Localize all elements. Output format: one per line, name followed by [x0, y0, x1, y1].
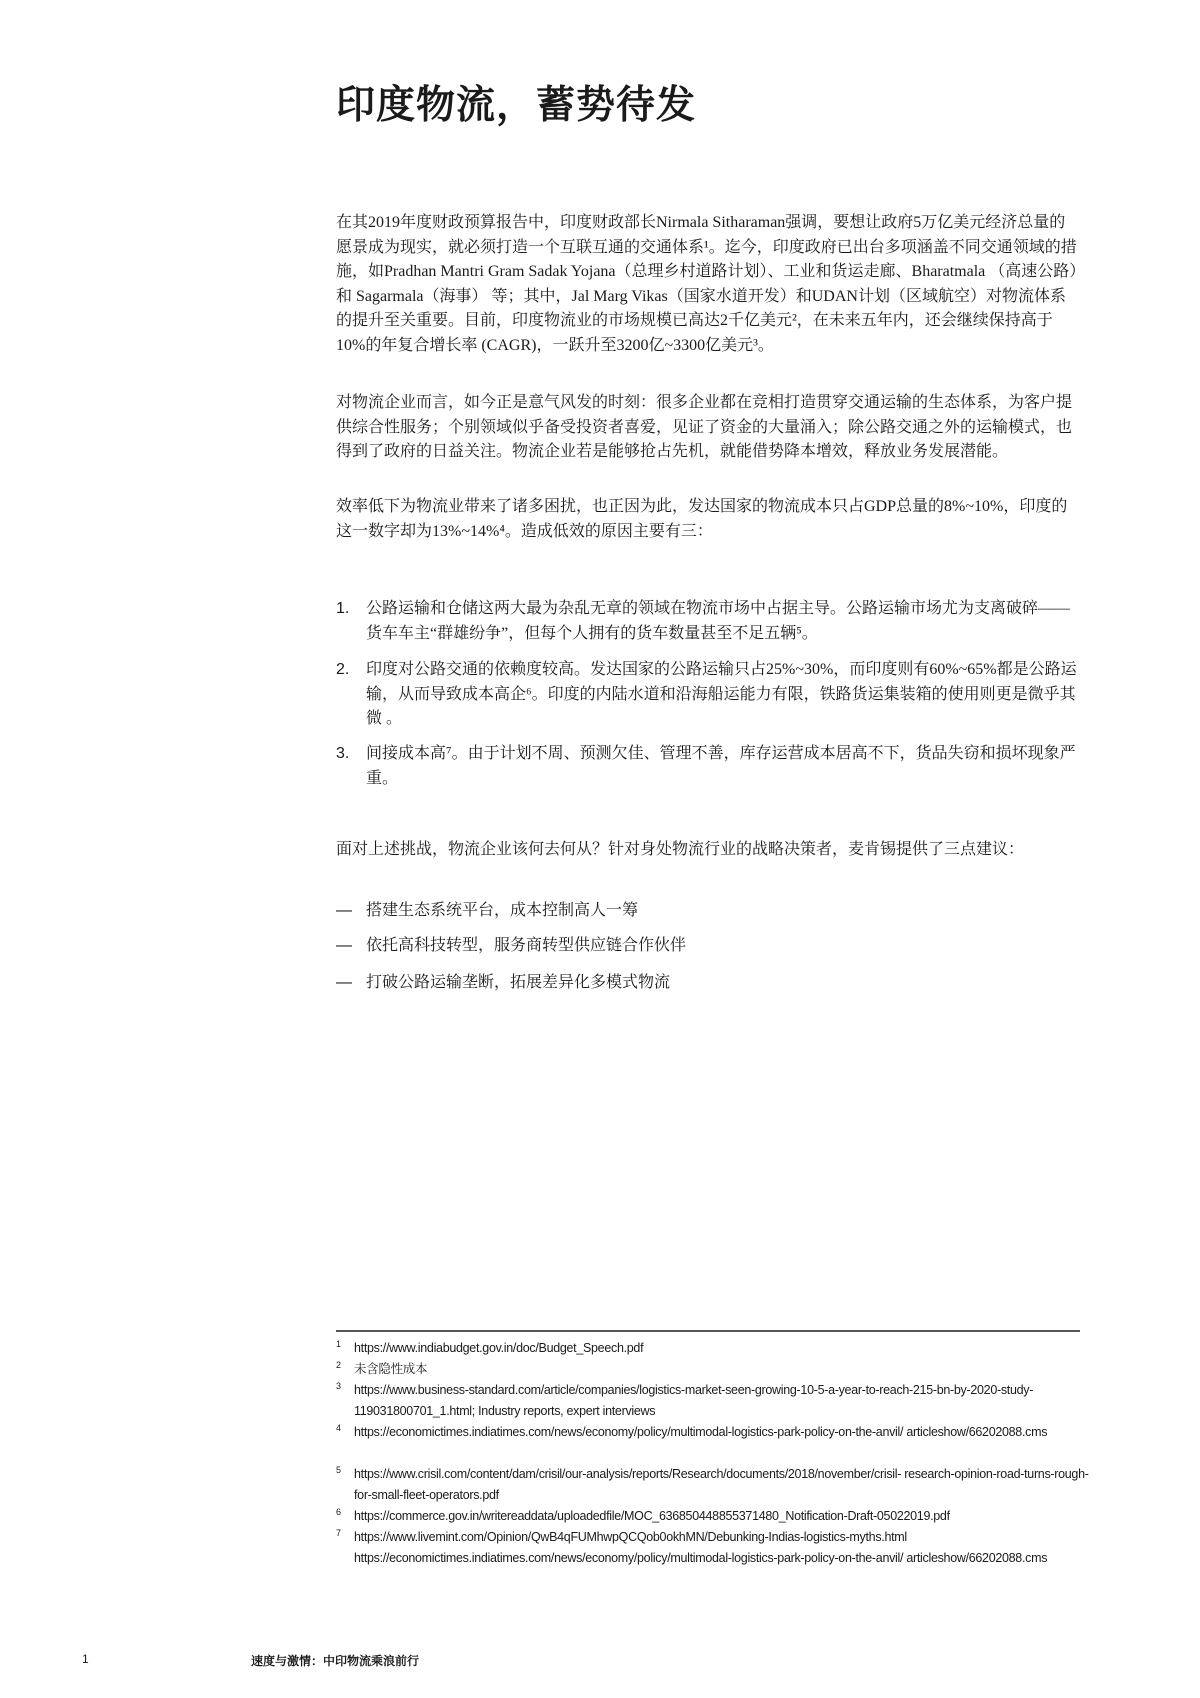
footnote-link[interactable]: https://www.indiabudget.gov.in/doc/Budget_Speech.pdf [354, 1341, 644, 1355]
dash-bullet: — [336, 974, 352, 991]
footnote [336, 1506, 1126, 1527]
page-number: 1 [82, 1652, 89, 1666]
footnote-link[interactable]: https://www.livemint.com/Opinion/QwB4qFUMhwpQCQob0okhMN/Debunking-Indias-logistics-myths.html https://economictimes.indiatimes.com/news/economy/policy/multimodal-logistics-park-policy-on-the-anvil/ articleshow/66202088.cms [354, 1530, 1048, 1565]
list-number: 1. [336, 600, 350, 617]
footnote [336, 1359, 1096, 1380]
footnote-number: 7 [336, 1528, 341, 1538]
inefficiency-paragraph [336, 495, 1081, 544]
dash-text: 搭建生态系统平台，成本控制高人一筹 [366, 902, 639, 919]
closing-paragraph: 面对上述挑战，物流企业该何去何从？针对身处物流行业的战略决策者，麦肯锡提供了三点建议： [336, 841, 1025, 858]
paragraph-text: 在其2019年度财政预算报告中，印度财政部长Nirmala Sitharaman强调，要想让政府5万亿美元经济总量的愿景成为现实，就必须打造一个互联互通的交通体系¹。迄今，印度政府已出台多项涵盖不同交通领域的措施，如Pradhan Mantri Gram Sadak Yojana（总理乡村道路计划）、工业和货运走廊、Bharatmala （高速公路）和 Sagarmala（海事） 等；其中，Jal Marg Vikas（国家水道开发）和UDAN计划（区域航空）对物流体系的提升至关重要。目前，印度物流业的市场规模已高达2千亿美元²，在未来五年内，还会继续保持高于10%的年复合增长率 (CAGR)，一跃升至3200亿~3300亿美元³。 [336, 214, 1078, 354]
dash-item [336, 971, 1081, 996]
dash-bullet: — [336, 937, 352, 954]
list-item [336, 597, 1081, 646]
footnote [336, 1464, 1096, 1506]
footnote-link[interactable]: https://www.crisil.com/content/dam/crisil/our-analysis/reports/Research/documents/2018/november/crisil- research-opinion-road-turns-rough-for-small-fleet-operators.pdf [354, 1467, 1089, 1502]
list-text: 印度对公路交通的依赖度较高。发达国家的公路运输只占25%~30%，而印度则有60%~65%都是公路运输，从而导致成本高企⁶。印度的内陆水道和沿海船运能力有限，铁路货运集装箱的使用则更是微乎其微 。 [366, 661, 1077, 727]
footnote [336, 1422, 1096, 1443]
list-item [336, 742, 1081, 791]
footnote-divider [336, 1330, 1080, 1332]
list-number: 3. [336, 745, 350, 762]
dash-item [336, 934, 1081, 959]
footnote-text: 未含隐性成本 [354, 1362, 428, 1376]
footnote-number: 6 [336, 1507, 341, 1517]
page-title: 印度物流，蓄势待发 [336, 84, 697, 127]
footnote-number: 5 [336, 1465, 341, 1475]
paragraph-text: 对物流企业而言，如今正是意气风发的时刻：很多企业都在竞相打造贯穿交通运输的生态体系，为客户提供综合性服务；个别领域似乎备受投资者喜爱，见证了资金的大量涌入；除公路交通之外的运输模式，也得到了政府的日益关注。物流企业若是能够抢占先机，就能借势降本增效，释放业务发展潜能。 [336, 394, 1073, 460]
footnote-link[interactable]: https://economictimes.indiatimes.com/news/economy/policy/multimodal-logistics-park-policy-on-the-anvil/ articleshow/66202088.cms [354, 1425, 1048, 1439]
footnote-link[interactable]: https://www.business-standard.com/article/companies/logistics-market-seen-growing-10-5-a-year-to-reach-215-bn-by-2020-study-119031800701_1.html; Industry reports, expert interviews [354, 1383, 1034, 1418]
footnote [336, 1380, 1096, 1422]
footnote [336, 1527, 1096, 1569]
dash-text: 打破公路运输垄断，拓展差异化多模式物流 [366, 974, 671, 991]
dash-text: 依托高科技转型，服务商转型供应链合作伙伴 [366, 937, 687, 954]
intro-paragraph [336, 211, 1081, 358]
footnote-number: 2 [336, 1360, 341, 1370]
footnote-number: 1 [336, 1339, 341, 1349]
footnote-number: 3 [336, 1381, 341, 1391]
paragraph-text: 效率低下为物流业带来了诸多困扰，也正因为此，发达国家的物流成本只占GDP总量的8%~10%，印度的这一数字却为13%~14%⁴。造成低效的原因主要有三： [336, 498, 1068, 540]
dash-bullet: — [336, 902, 352, 919]
opportunity-paragraph [336, 391, 1081, 465]
list-item [336, 658, 1081, 732]
footer-title: 速度与激情：中印物流乘浪前行 [251, 1654, 420, 1668]
footnote-number: 4 [336, 1423, 341, 1433]
list-text: 公路运输和仓储这两大最为杂乱无章的领域在物流市场中占据主导。公路运输市场尤为支离破碎——货车车主“群雄纷争”，但每个人拥有的货车数量甚至不足五辆⁵。 [366, 600, 1071, 642]
footnote-link[interactable]: https://commerce.gov.in/writereaddata/uploadedfile/MOC_636850448855371480_Notification-Draft-05022019.pdf [354, 1509, 950, 1523]
list-number: 2. [336, 661, 350, 678]
dash-item [336, 899, 1081, 924]
list-text: 间接成本高⁷。由于计划不周、预测欠佳、管理不善，库存运营成本居高不下，货品失窃和损坏现象严重。 [366, 745, 1076, 787]
footnote [336, 1338, 1096, 1359]
